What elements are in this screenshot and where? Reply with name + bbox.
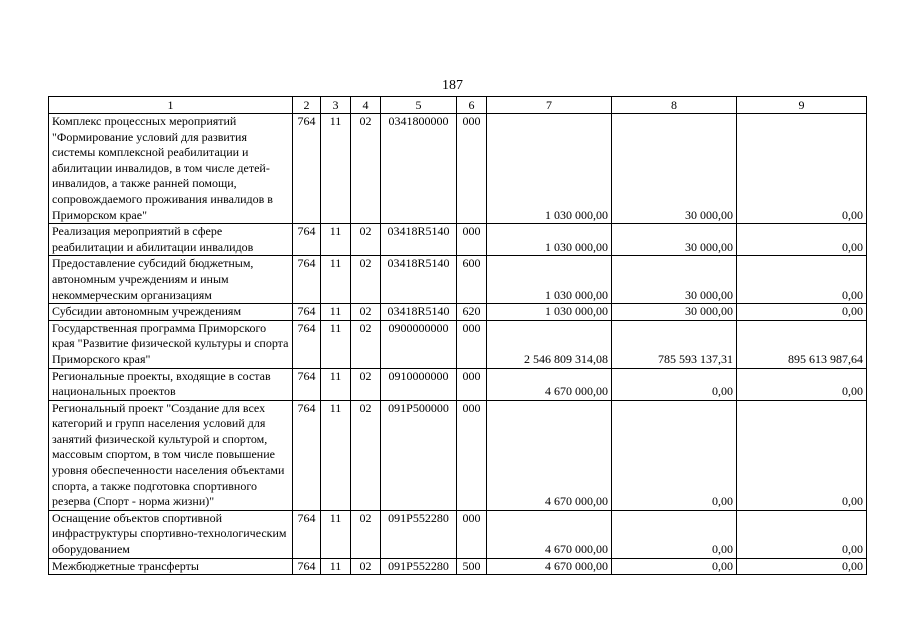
target-item-code-cell: 03418R5140	[381, 224, 457, 256]
ministry-code-cell: 764	[293, 558, 321, 575]
target-item-code-cell: 0900000000	[381, 320, 457, 368]
ministry-code-cell: 764	[293, 114, 321, 224]
amount-col7-cell: 4 670 000,00	[487, 510, 612, 558]
ministry-code-cell: 764	[293, 320, 321, 368]
row-name-cell: Реализация мероприятий в сфере реабилитации и абилитации инвалидов	[49, 224, 293, 256]
expense-type-code-cell: 600	[457, 256, 487, 304]
column-number: 5	[381, 97, 457, 114]
row-name-cell: Межбюджетные трансферты	[49, 558, 293, 575]
row-name-cell: Государственная программа Приморского края "Развитие физической культуры и спорта Приморского края"	[49, 320, 293, 368]
row-name-cell: Предоставление субсидий бюджетным, автономным учреждениям и иным некоммерческим организациям	[49, 256, 293, 304]
expense-type-code-cell: 000	[457, 224, 487, 256]
target-item-code-cell: 0341800000	[381, 114, 457, 224]
ministry-code-cell: 764	[293, 368, 321, 400]
subsection-code-cell: 02	[351, 510, 381, 558]
expense-type-code-cell: 000	[457, 400, 487, 510]
target-item-code-cell: 091P552280	[381, 558, 457, 575]
amount-col8-cell: 0,00	[612, 510, 737, 558]
ministry-code-cell: 764	[293, 304, 321, 321]
amount-col9-cell: 0,00	[737, 368, 867, 400]
table-row	[49, 256, 867, 304]
amount-col7-cell: 4 670 000,00	[487, 400, 612, 510]
section-code-cell: 11	[321, 320, 351, 368]
expense-type-code-cell: 000	[457, 320, 487, 368]
amount-col7-cell: 1 030 000,00	[487, 304, 612, 321]
amount-col8-cell: 30 000,00	[612, 114, 737, 224]
amount-col7-cell: 1 030 000,00	[487, 114, 612, 224]
amount-col8-cell: 0,00	[612, 558, 737, 575]
subsection-code-cell: 02	[351, 400, 381, 510]
amount-col9-cell: 0,00	[737, 510, 867, 558]
amount-col8-cell: 0,00	[612, 368, 737, 400]
section-code-cell: 11	[321, 224, 351, 256]
expense-type-code-cell: 000	[457, 368, 487, 400]
amount-col8-cell: 785 593 137,31	[612, 320, 737, 368]
column-number: 4	[351, 97, 381, 114]
target-item-code-cell: 091P552280	[381, 510, 457, 558]
amount-col9-cell: 0,00	[737, 304, 867, 321]
section-code-cell: 11	[321, 256, 351, 304]
ministry-code-cell: 764	[293, 256, 321, 304]
expense-type-code-cell: 000	[457, 114, 487, 224]
column-number-row	[49, 97, 867, 114]
amount-col7-cell: 4 670 000,00	[487, 558, 612, 575]
amount-col8-cell: 30 000,00	[612, 304, 737, 321]
table-row	[49, 510, 867, 558]
column-number: 6	[457, 97, 487, 114]
budget-table	[48, 96, 867, 575]
column-number: 9	[737, 97, 867, 114]
table-body	[49, 97, 867, 575]
row-name-cell: Субсидии автономным учреждениям	[49, 304, 293, 321]
subsection-code-cell: 02	[351, 320, 381, 368]
subsection-code-cell: 02	[351, 304, 381, 321]
section-code-cell: 11	[321, 400, 351, 510]
amount-col7-cell: 4 670 000,00	[487, 368, 612, 400]
section-code-cell: 11	[321, 304, 351, 321]
row-name-cell: Региональный проект "Создание для всех категорий и групп населения условий для занятий физической культурой и спортом, массовым спортом, в том числе повышение уровня обеспеченности населения объектами спорта, а также подготовка спортивного резерва (Спорт - норма жизни)"	[49, 400, 293, 510]
ministry-code-cell: 764	[293, 400, 321, 510]
section-code-cell: 11	[321, 368, 351, 400]
target-item-code-cell: 091P500000	[381, 400, 457, 510]
target-item-code-cell: 03418R5140	[381, 256, 457, 304]
row-name-cell: Комплекс процессных мероприятий "Формирование условий для развития системы комплексной реабилитации и абилитации инвалидов, в том числе детей-инвалидов, а также ранней помощи, сопровождаемого проживания инвалидов в Приморском крае"	[49, 114, 293, 224]
amount-col7-cell: 1 030 000,00	[487, 224, 612, 256]
subsection-code-cell: 02	[351, 368, 381, 400]
expense-type-code-cell: 620	[457, 304, 487, 321]
row-name-cell: Региональные проекты, входящие в состав национальных проектов	[49, 368, 293, 400]
table-row	[49, 558, 867, 575]
column-number: 1	[49, 97, 293, 114]
subsection-code-cell: 02	[351, 224, 381, 256]
subsection-code-cell: 02	[351, 256, 381, 304]
subsection-code-cell: 02	[351, 114, 381, 224]
amount-col8-cell: 30 000,00	[612, 256, 737, 304]
section-code-cell: 11	[321, 510, 351, 558]
target-item-code-cell: 0910000000	[381, 368, 457, 400]
amount-col9-cell: 0,00	[737, 400, 867, 510]
target-item-code-cell: 03418R5140	[381, 304, 457, 321]
amount-col9-cell: 0,00	[737, 558, 867, 575]
amount-col9-cell: 0,00	[737, 114, 867, 224]
page-number: 187	[442, 78, 463, 93]
table-row	[49, 400, 867, 510]
row-name-cell: Оснащение объектов спортивной инфраструктуры спортивно-технологическим оборудованием	[49, 510, 293, 558]
table-row	[49, 224, 867, 256]
amount-col8-cell: 30 000,00	[612, 224, 737, 256]
amount-col7-cell: 2 546 809 314,08	[487, 320, 612, 368]
table-row	[49, 304, 867, 321]
section-code-cell: 11	[321, 558, 351, 575]
column-number: 7	[487, 97, 612, 114]
amount-col8-cell: 0,00	[612, 400, 737, 510]
expense-type-code-cell: 500	[457, 558, 487, 575]
column-number: 8	[612, 97, 737, 114]
column-number: 2	[293, 97, 321, 114]
table-row	[49, 114, 867, 224]
amount-col9-cell: 0,00	[737, 224, 867, 256]
subsection-code-cell: 02	[351, 558, 381, 575]
amount-col9-cell: 895 613 987,64	[737, 320, 867, 368]
table-row	[49, 368, 867, 400]
amount-col9-cell: 0,00	[737, 256, 867, 304]
ministry-code-cell: 764	[293, 224, 321, 256]
expense-type-code-cell: 000	[457, 510, 487, 558]
column-number: 3	[321, 97, 351, 114]
ministry-code-cell: 764	[293, 510, 321, 558]
amount-col7-cell: 1 030 000,00	[487, 256, 612, 304]
section-code-cell: 11	[321, 114, 351, 224]
table-row	[49, 320, 867, 368]
